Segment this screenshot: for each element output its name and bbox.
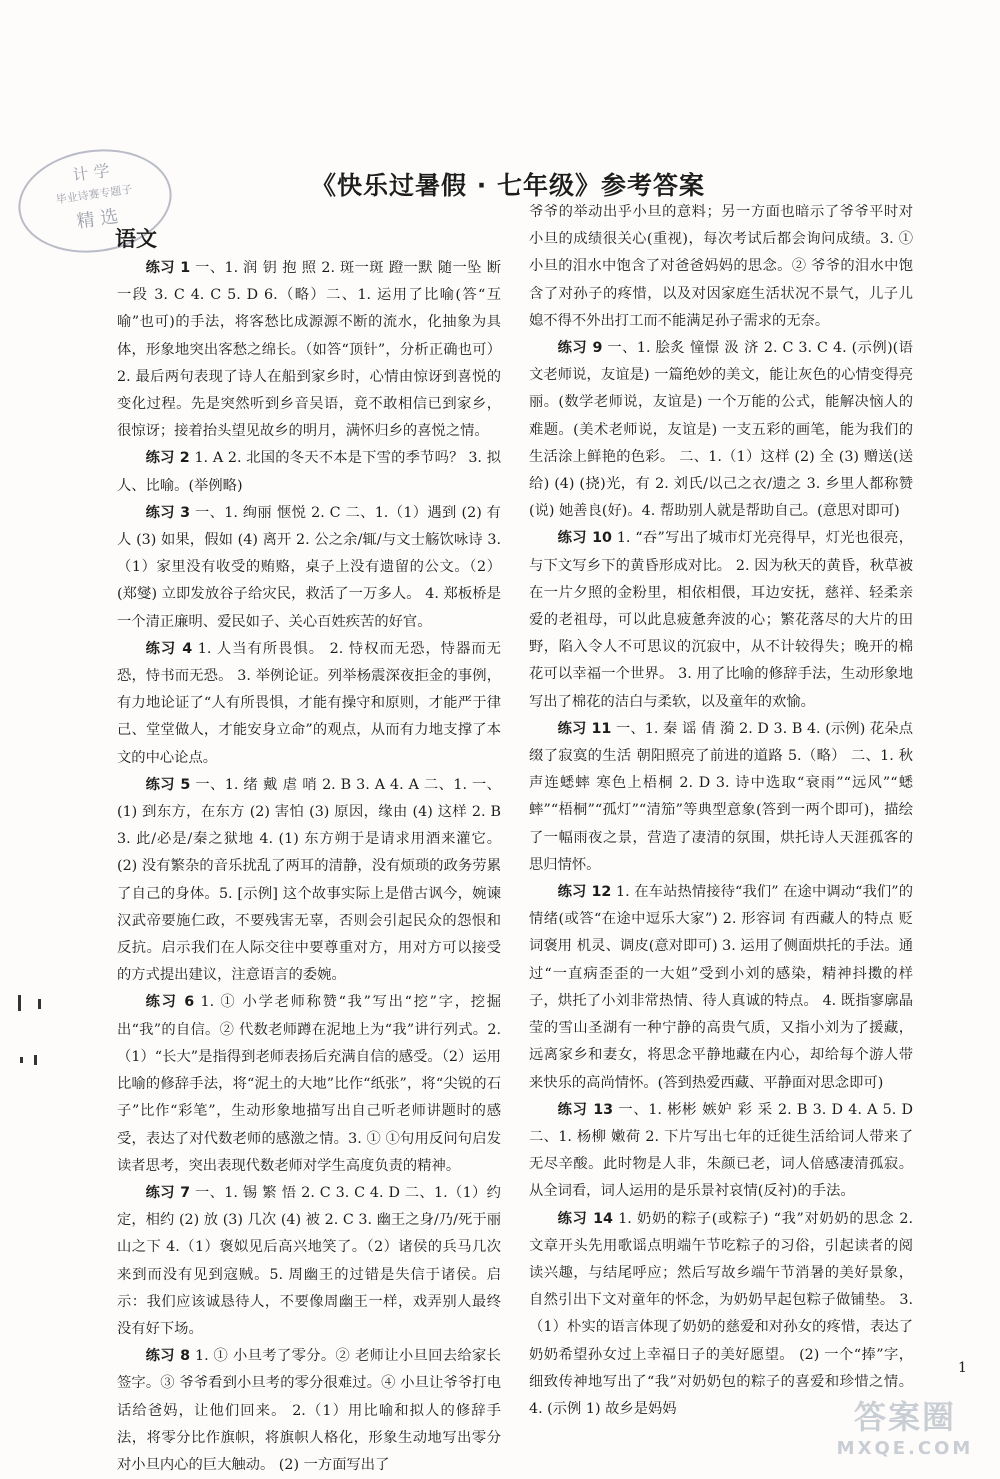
exercise-label: 练习 5: [145, 776, 191, 793]
page-title: 《快乐过暑假 · 七年级》参考答案: [311, 171, 705, 200]
right-column: [529, 199, 913, 1423]
answer-text: 1. A 2. 北国的冬天不本是下雪的季节吗？ 3. 拟人、比喻。(举例略): [117, 450, 501, 494]
page-number: 1: [958, 1360, 967, 1376]
answer-block: [117, 1180, 501, 1343]
answer-text: 一、1. 脍炙 憧憬 汲 济 2. C 3. C 4. (示例)(语文老师说，友谊是) 一篇绝妙的美文，能让灰色的心情变得亮丽。(数学老师说，友谊是) 一个万能的公式，能解决恼人的难题。(美术老师说，友谊是) 一支五彩的画笔，能为我们的生活涂上鲜艳的色彩。 二、1.（1）这样 (2) 全 (3) 赠送(送给) (4) (挠)光，有 2. 刘氏/以己之衣/遗之 3. 乡里人都称赞(说) 她善良(好)。4. 帮助别人就是帮助自己。(意思对即可): [529, 340, 913, 520]
margin-mark: [34, 1055, 37, 1065]
watermark-line-1: 答案圈: [853, 1398, 956, 1436]
exercise-label: 练习 3: [145, 504, 191, 521]
margin-marks: [14, 995, 50, 1075]
exercise-label: 练习 11: [557, 720, 612, 737]
stamp-line-2: 毕业诗赛专题子: [55, 182, 134, 207]
margin-mark: [38, 999, 41, 1009]
answer-block: [529, 199, 913, 335]
answer-block: [529, 1097, 913, 1206]
answer-block: [117, 500, 501, 636]
exercise-label: 练习 2: [145, 450, 190, 467]
answer-text: 1. ① 小旦考了零分。② 老师让小旦回去给家长签字。③ 爷爷看到小旦考的零分很难过。④ 小旦让爷爷打电话给爸妈，让他们回来。 2.（1）用比喻和拟人的修辞手法，将零分比作旗帜，将旗帜人格化，形象生动地写出零分对小旦内心的巨大触动。 (2) 一方面写出了: [117, 1348, 501, 1473]
answer-text: 1. 人当有所畏惧。 2. 恃权而无恐，恃器而无恐，恃书而无恐。 3. 举例论证。列举杨震深夜拒金的事例，有力地论证了“人有所畏惧，才能有操守和原则，才能严于律己、堂堂做人，才能安身立命”的观点，从而有力地支撑了本文的中心论点。: [117, 640, 501, 766]
answer-text: 一、1. 绚丽 惬悦 2. C 二、1.（1）遇到 (2) 有人 (3) 如果，假如 (4) 离开 2. 公之余/辄/与文士觞饮咏诗 3.（1）家里没有收受的贿赂，桌子上没有遗留的公文。（2）(郑燮) 立即发放谷子给灾民，救活了一万多人。 4. 郑板桥是一个清正廉明、爱民如子、关心百姓疾苦的好官。: [117, 504, 501, 630]
exercise-label: 练习 10: [557, 530, 612, 547]
left-column: [117, 255, 501, 1479]
answer-block: [117, 445, 501, 499]
stamp-line-3: 精 选: [75, 206, 120, 233]
answer-text: 1. “吞”写出了城市灯光亮得早，灯光也很亮，与下文写乡下的黄昏形成对比。 2. 因为秋天的黄昏，秋草被在一片夕照的金粉里，相依相偎，耳边安抚，慈祥、轻柔亲爱的老祖母，可以此息疲惫奔波的心；繁花落尽的大片的田野，陷入令人不可思议的沉寂中，从不计较得失；晚开的棉花可以幸福一个世界。 3. 用了比喻的修辞手法，生动形象地写出了棉花的洁白与柔软，以及童年的欢愉。: [529, 530, 913, 710]
answer-text: 一、1. 绪 戴 虐 哨 2. B 3. A 4. A 二、1. 一、(1) 到东方，在东方 (2) 害怕 (3) 原因，缘由 (4) 这样 2. B 3. 此/必是/秦之狱地 4. (1) 东方朔于是请求用酒来灌它。 (2) 没有繁杂的音乐扰乱了两耳的清静，没有烦琐的政务劳累了自己的身体。5. [示例] 这个故事实际上是借古讽今，婉谏汉武帝要施仁政，不要残害无辜，否则会引起民众的怨恨和反抗。启示我们在人际交往中要尊重对方，用对方可以接受的方式提出建议，注意语言的委婉。: [117, 776, 501, 984]
answer-block: [529, 335, 913, 525]
answer-block: [529, 1206, 913, 1424]
watermark-logo: [820, 1392, 990, 1459]
answer-text: 一、1. 秦 谣 倩 漪 2. D 3. B 4. (示例) 花朵点缀了寂寞的生活 朝阳照亮了前进的道路 5.（略） 二、1. 秋声连蟋蟀 寒色上梧桐 2. D 3. 诗中选取“衰雨”“远风”“蟋蟀”“梧桐”“孤灯”“清笳”等典型意象(答到一两个即可)，描绘了一幅雨夜之景，营造了凄清的氛围，烘托诗人天涯孤客的思归情怀。: [529, 720, 913, 873]
answer-text: 一、1. 彬彬 嫉妒 彩 采 2. B 3. D 4. A 5. D 二、1. 杨柳 嫩荷 2. 下片写出七年的迁徙生活给词人带来了无尽辛酸。此时物是人非，朱颜已老，词人倍感凄清孤寂。从全词看，词人运用的是乐景衬哀情(反衬)的手法。: [529, 1101, 913, 1200]
answer-block: [117, 255, 501, 445]
answer-block: [117, 989, 501, 1179]
exercise-label: 练习 13: [557, 1101, 614, 1118]
watermark-line-2: MXQE.COM: [836, 1438, 974, 1459]
stamp-line-1: 计 学: [71, 160, 111, 185]
exercise-label: 练习 8: [145, 1348, 191, 1365]
answer-block: [117, 772, 501, 990]
answer-text: 1. ① 小学老师称赞“我”写出“挖”字，挖掘出“我”的自信。② 代数老师蹲在泥地上为“我”讲行列式。2.（1）“长大”是指得到老师表扬后充满自信的感受。（2）运用比喻的修辞手法，将“泥土的大地”比作“纸张”，将“尖锐的石子”比作“彩笔”，生动形象地描写出自己听老师讲题时的感受，表达了对代数老师的感激之情。3. ① ①句用反问句启发读者思考，突出表现代数老师对学生高度负责的精神。: [117, 994, 501, 1174]
exercise-label: 练习 9: [557, 340, 603, 357]
answer-text: 爷爷的举动出乎小旦的意料；另一方面也暗示了爷爷平时对小旦的成绩很关心(重视)，每次考试后都会询问成绩。3. ① 小旦的泪水中饱含了对爸爸妈妈的思念。② 爷爷的泪水中饱含了对孙子的疼惜，以及对因家庭生活状况不景气，儿子儿媳不得不外出打工而不能满足孙子需求的无奈。: [529, 204, 913, 329]
answer-block: [529, 879, 913, 1097]
exercise-label: 练习 12: [557, 884, 612, 901]
subject-heading: 语文: [115, 227, 157, 251]
exercise-label: 练习 6: [145, 994, 195, 1011]
margin-mark: [20, 1057, 23, 1063]
answer-block: [117, 1343, 501, 1479]
exercise-label: 练习 1: [145, 260, 191, 276]
answer-block: [117, 636, 501, 772]
margin-mark: [18, 995, 21, 1011]
answer-text: 一、1. 润 钥 抱 照 2. 斑一斑 蹬一默 随一坠 断一段 3. C 4. C 5. D 6.（略）二、1. 运用了比喻(答“互喻”也可)的手法，将客愁比成源源不断的流水，化抽象为具体，形象地突出客愁之绵长。（如答“顶针”，分析正确也可） 2. 最后两句表现了诗人在船到家乡时，心情由惊讶到喜悦的变化过程。先是突然听到乡音吴语，竟不敢相信已到家乡，很惊讶；接着抬头望见故乡的明月，满怀归乡的喜悦之情。: [117, 260, 501, 440]
answer-text: 一、1. 锡 繁 悟 2. C 3. C 4. D 二、1.（1）约定，相约 (2) 放 (3) 几次 (4) 被 2. C 3. 幽王之身/乃/死于丽山之下 4.（1）褒姒见后高兴地笑了。（2）诸侯的兵马几次来到而没有见到寇贼。5. 周幽王的过错是失信于诸侯。启示：我们应该诚恳待人，不要像周幽王一样，戏弄别人最终没有好下场。: [117, 1184, 501, 1337]
exercise-label: 练习 7: [145, 1184, 191, 1201]
answer-text: 1. 在车站热情接待“我们” 在途中调动“我们”的情绪(或答“在途中逗乐大家”) 2. 形容词 有西藏人的特点 贬词褒用 机灵、调皮(意对即可) 3. 运用了侧面烘托的手法。通过“一直病歪歪的一大姐”受到小刘的感染，精神抖擞的样子，烘托了小刘非常热情、待人真诚的特点。 4. 既指寥廓晶莹的雪山圣湖有一种宁静的高贵气质，又指小刘为了援藏，远离家乡和妻女，将思念平静地藏在内心，却给每个游人带来快乐的高尚情怀。(答到热爱西藏、平静面对思念即可): [529, 884, 914, 1091]
answer-block: [529, 525, 913, 715]
answer-text: 1. 奶奶的粽子(或粽子) “我”对奶奶的思念 2. 文章开头先用歌谣点明端午节吃粽子的习俗，引起读者的阅读兴趣，与结尾呼应；然后写故乡端午节消暑的美好景象，自然引出下文对童年的怀念，为奶奶早起包粽子做铺垫。 3.（1）朴实的语言体现了奶奶的慈爱和对孙女的疼惜，表达了奶奶希望孙女过上幸福日子的美好愿望。 (2) 一个“捧”字，细致传神地写出了“我”对奶奶包的粽子的喜爱和珍惜之情。 4. (示例 1) 故乡是妈妈: [529, 1210, 914, 1417]
exercise-label: 练习 4: [145, 640, 193, 657]
answer-block: [529, 716, 913, 879]
exercise-label: 练习 14: [557, 1210, 614, 1227]
